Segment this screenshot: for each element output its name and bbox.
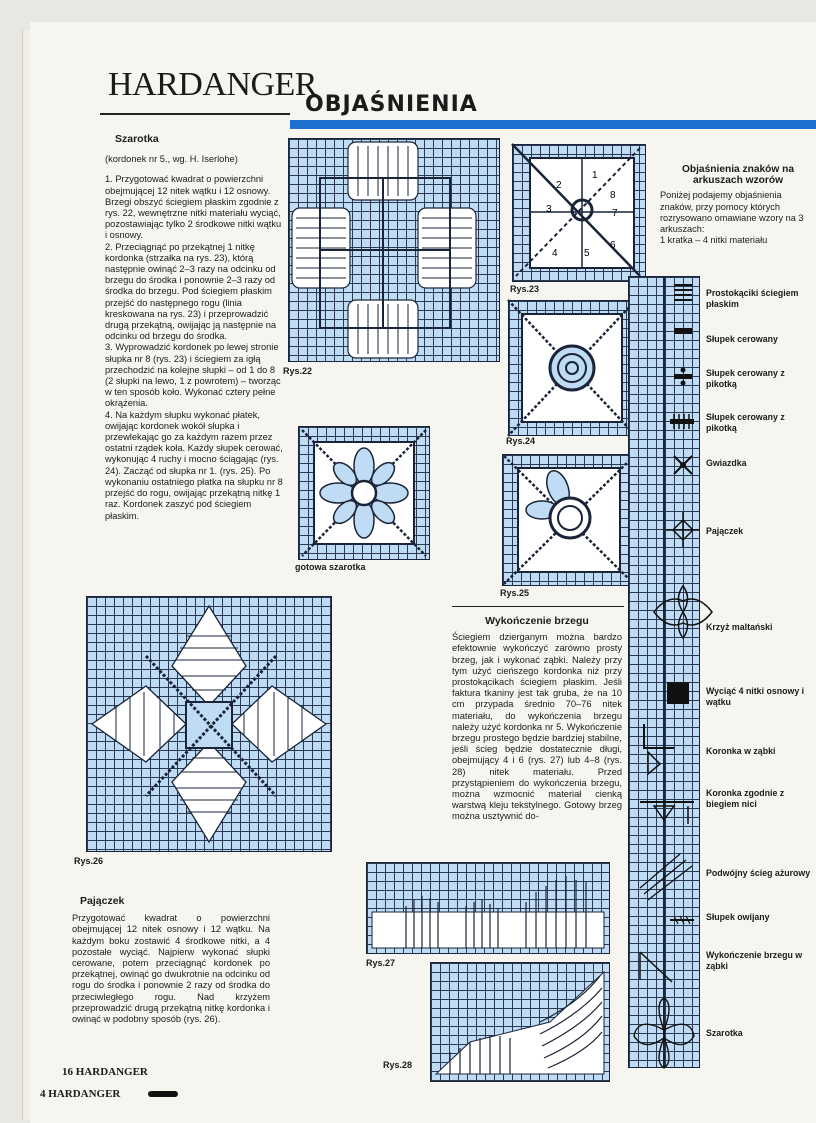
rys24-drawing — [508, 300, 636, 436]
rys24-caption: Rys.24 — [506, 436, 536, 446]
rys23-num-2: 2 — [556, 180, 562, 191]
spider-icon — [666, 512, 700, 548]
rys26-drawing — [86, 596, 332, 852]
header-blue-rule — [290, 120, 816, 129]
double-picot-bar-icon — [670, 414, 694, 429]
legend-label-star-cross: Gwiazdka — [706, 458, 747, 468]
legend-label-double-hemstitch: Podwójny ścieg ażurowy — [706, 868, 811, 878]
pajaczek-article — [72, 896, 270, 1025]
szarotka-title: Szarotka — [115, 133, 159, 145]
rys23-num-6: 6 — [610, 240, 616, 251]
rys27-caption: Rys.27 — [366, 958, 396, 968]
pajaczek-body: Przygotować kwadrat o powierzchni obejmującej 12 nitek osnowy i 12 wątku. Na każdym boku zostawić 4 środkowe nitki, a 4 pozostałe wyciąć. Najpierw wykonać słupki cerowane, potem przeciągnąć kordonek po przekątnej, owinąć go dwukrotnie na odcinku od rogu do środka i ponownie 2 razy od środka do przeciwległego rogu. Nad krzyżem przeprowadzić drugą przekątną nitkę kordonka i owinąć w podobny sposób (rys. 26). — [72, 913, 270, 1025]
rys23-num-4: 4 — [552, 248, 558, 259]
legend-label-picot-bar: Słupek cerowany z pikotką — [706, 368, 785, 389]
wrapped-bar-icon — [670, 916, 694, 924]
rys25-drawing — [502, 454, 636, 586]
rys28-drawing — [430, 962, 610, 1082]
wykonczenie-title: Wykończenie brzegu — [485, 615, 589, 627]
legend-scale: 1 kratka – 4 nitki materiału — [660, 235, 768, 246]
legend-header — [660, 164, 816, 246]
rys23-num-7: 7 — [612, 208, 618, 219]
legend-label-grain-lace: Koronka zgodnie z biegiem nici — [706, 788, 785, 809]
rys23-num-3: 3 — [546, 204, 552, 215]
rys23-drawing — [512, 144, 646, 282]
footer-bar — [148, 1091, 178, 1097]
header-rule — [100, 113, 290, 115]
legend-title: Objaśnienia znaków na arkuszach wzorów — [681, 164, 795, 187]
legend-intro: Poniżej podajemy objaśnienia znaków, przy pomocy których rozrysowano omawiane wzory na 3 arkuszach: — [660, 190, 804, 235]
szarotka-step-2: 2. Przeciągnąć po przekątnej 1 nitkę kordonka (strzałka na rys. 23), którą następnie owinąć 2–3 razy na odcinku od brzegu do środka i ponownie 2–3 razy od środka do brzegu. Pod ściegiem płaskim przejść do następnego rogu (linia kreskowana na rys. 23) i przeprowadzić drugą przekątną, owijając ją następnie na odcinku od brzegu do środka. — [105, 241, 277, 342]
pajaczek-title: Pajączek — [80, 895, 125, 907]
legend-label-double-picot-bar: Słupek cerowany z pikotką — [706, 412, 785, 433]
rys28-caption: Rys.28 — [383, 1060, 413, 1070]
legend-label-woven-bar: Słupek cerowany — [706, 334, 778, 344]
page-number: 16 HARDANGER — [62, 1066, 148, 1078]
brand-name: HARDANGER — [108, 66, 317, 103]
rys22-drawing — [288, 138, 500, 362]
legend-label-satin-block: Prostokąciki ściegiem płaskim — [706, 288, 799, 309]
szarotka-source: (kordonek nr 5., wg. H. Iserlohe) — [105, 154, 238, 165]
brand-title — [108, 66, 317, 104]
legend-label-edelweiss: Szarotka — [706, 1028, 743, 1038]
szarotka-article — [105, 134, 285, 522]
picot-bar-icon — [674, 368, 692, 386]
footer-left: 4 HARDANGER — [40, 1088, 121, 1100]
woven-bar-icon — [674, 328, 692, 334]
section-divider — [452, 606, 624, 607]
star-cross-icon — [674, 456, 692, 474]
szarotka-step-4: 4. Na każdym słupku wykonać płatek, owijając kordonek wokół słupka i przewlekając go za każdym razem przez ostatni rządek koła. Każdy słupek cerować, wykonując 4 ruchy i mocno ściągając (rys. 24). Zacząć od słupka nr 1. (rys. 25). Po wykonaniu ostatniego płatka na słupku nr 8 przejść do rogu, owijając przekątną nitkę 1 raz. Kordonek zaszyć pod ściegiem płaskim. — [105, 409, 283, 521]
legend-label-zigzag-lace: Koronka w ząbki — [706, 746, 776, 756]
rys25-caption: Rys.25 — [500, 588, 530, 598]
rys26-caption: Rys.26 — [74, 856, 104, 866]
rys23-num-1: 1 — [592, 170, 598, 181]
wykonczenie-article — [452, 616, 622, 823]
rys22-caption: Rys.22 — [283, 366, 313, 376]
wykonczenie-body: Ściegiem dzierganym można bardzo efektownie wykończyć zarówno prosty brzeg, jak i wykonać ząbki. Należy przy tym użyć cieńszego kordonka niż przy prostokącikach ściegiem płaskim. Jeśli faktura tkaniny jest tak gruba, że na 10 cm przypada średnio 70–76 nitek materiału, do wykończenia brzegu należy użyć kordonka nr 5. Wykończenie brzegu prostego będzie bardziej stabilne, jeśli ścieg będzie dostatecznie długi, obejmujący 4 i 6 (rys. 27) lub 4–8 (rys. 28) nitek materiału. Przed przystąpieniem do wykończenia brzegu, można wzmocnić materiał cienką warstwą kleju tekstylnego. Gotowy brzeg można usztywnić do- — [452, 632, 622, 822]
rys23-num-5: 5 — [584, 248, 590, 259]
legend-label-maltese-cross: Krzyż maltański — [706, 622, 773, 632]
rys23-num-8: 8 — [610, 190, 616, 201]
rys27-drawing — [366, 862, 610, 954]
legend-symbols — [664, 276, 700, 1068]
rys23-caption: Rys.23 — [510, 284, 540, 294]
gotowa-szarotka-drawing — [298, 426, 430, 560]
satin-block-icon — [674, 284, 692, 301]
section-title: OBJAŚNIENIA — [305, 92, 478, 117]
legend-grid-left — [628, 276, 664, 1068]
legend-label-scalloped-edge: Wykończenie brzegu w ząbki — [706, 950, 803, 971]
cut-square-icon — [667, 682, 689, 704]
legend-label-wrapped-bar: Słupek owijany — [706, 912, 770, 922]
legend-label-cut-square: Wyciąć 4 nitki osnowy i wątku — [706, 686, 805, 707]
szarotka-step-1: 1. Przygotować kwadrat o powierzchni obejmującej 12 nitek wątku i 12 osnowy. Brzegi obszyć ściegiem płaskim zgodnie z rys. 22, wewnętrzne nitki materiału wyciąć, pozostawiając tylko 2 środkowe nitki wątku i osnowy. — [105, 174, 282, 241]
gotowa-szarotka-caption: gotowa szarotka — [295, 562, 366, 572]
legend-label-spider: Pajączek — [706, 526, 744, 536]
szarotka-step-3: 3. Wyprowadzić kordonek po lewej stronie słupka nr 8 (rys. 23) i ściegiem za igłą przechodzić na kolejne słupki – od 1 do 8 (2 słupki na lewo, 1 z powrotem) – tworząc w ten sposób koło. Wykonać cztery pełne okrążenia. — [105, 342, 281, 409]
